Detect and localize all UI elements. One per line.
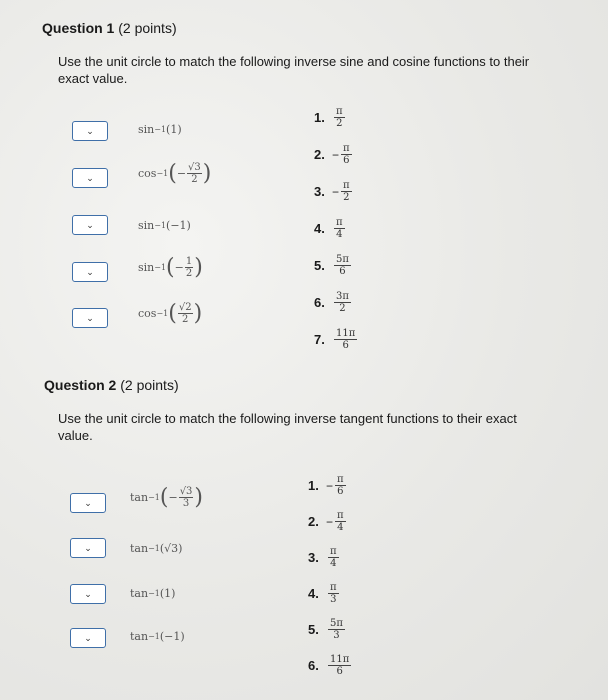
q1-answer-7: 7. 11π 6 [314, 328, 356, 351]
q2-answer-3: 3. π 4 [308, 546, 337, 569]
q1-expression-3: sin −1 (−1) [138, 219, 191, 232]
q2-expression-3: tan −1 (1) [130, 587, 176, 600]
q2-dropdown-4[interactable] [70, 628, 106, 648]
chevron-down-icon: ⌄ [84, 542, 92, 553]
q1-expression-1: sin −1 (1) [138, 123, 182, 136]
q2-instructions: Use the unit circle to match the following inverse tangent functions to their exact value. [58, 411, 517, 443]
q1-answer-2: 2. − $\frac{\pi}{6}$ [314, 143, 350, 166]
chevron-down-icon: ⌄ [86, 312, 94, 323]
q1-dropdown-2[interactable] [72, 168, 108, 188]
q1-heading [42, 20, 177, 36]
q2-dropdown-3[interactable] [70, 584, 106, 604]
q1-instructions: Use the unit circle to match the following inverse sine and cosine functions to their exact value. [58, 54, 530, 86]
q1-title: Question 1 [42, 20, 115, 36]
q1-answer-4: 4. π 4 [314, 217, 343, 240]
q1-answer-6: 6. 3π 2 [314, 291, 349, 314]
q2-answer-5: 5. 5π 3 [308, 618, 343, 641]
q1-dropdown-5[interactable] [72, 308, 108, 328]
chevron-down-icon: ⌄ [84, 632, 92, 643]
q1-answer-3: 3. − $\frac{\pi}{2}$ [314, 180, 350, 203]
chevron-down-icon: ⌄ [86, 172, 94, 183]
q1-answer-5: 5. 5π 6 [314, 254, 349, 277]
chevron-down-icon: ⌄ [86, 219, 94, 230]
q1-dropdown-1[interactable] [72, 121, 108, 141]
q2-dropdown-1[interactable] [70, 493, 106, 513]
q2-expression-1: tan −1 ( − $\frac{√3}{3}$ ) [130, 484, 204, 510]
q2-answer-1: 1. − $\frac{\pi}{6}$ [308, 474, 344, 497]
chevron-down-icon: ⌄ [86, 125, 94, 136]
q1-dropdown-4[interactable] [72, 262, 108, 282]
q2-title: Question 2 [44, 377, 117, 393]
q2-expression-2: tan −1 (√3) [130, 542, 183, 555]
q2-points: (2 points) [120, 377, 179, 393]
q2-answer-4: 4. π 3 [308, 582, 337, 605]
q1-answer-1: 1. π 2 [314, 106, 343, 129]
q1-expression-2: cos −1 ( − $\frac{√3}{2}$ ) [138, 160, 212, 186]
q2-dropdown-2[interactable] [70, 538, 106, 558]
q1-dropdown-3[interactable] [72, 215, 108, 235]
q2-answer-2: 2. − $\frac{\pi}{4}$ [308, 510, 344, 533]
chevron-down-icon: ⌄ [86, 266, 94, 277]
q1-points: (2 points) [118, 20, 177, 36]
chevron-down-icon: ⌄ [84, 588, 92, 599]
chevron-down-icon: ⌄ [84, 497, 92, 508]
q2-expression-4: tan −1 (−1) [130, 630, 185, 643]
q2-answer-6: 6. 11π 6 [308, 654, 350, 677]
q1-expression-4: sin −1 ( − $\frac{1}{2}$ ) [138, 254, 203, 280]
q1-expression-5: cos −1 ( $\frac{√2}{2}$ ) [138, 300, 203, 326]
q2-heading [44, 377, 179, 393]
